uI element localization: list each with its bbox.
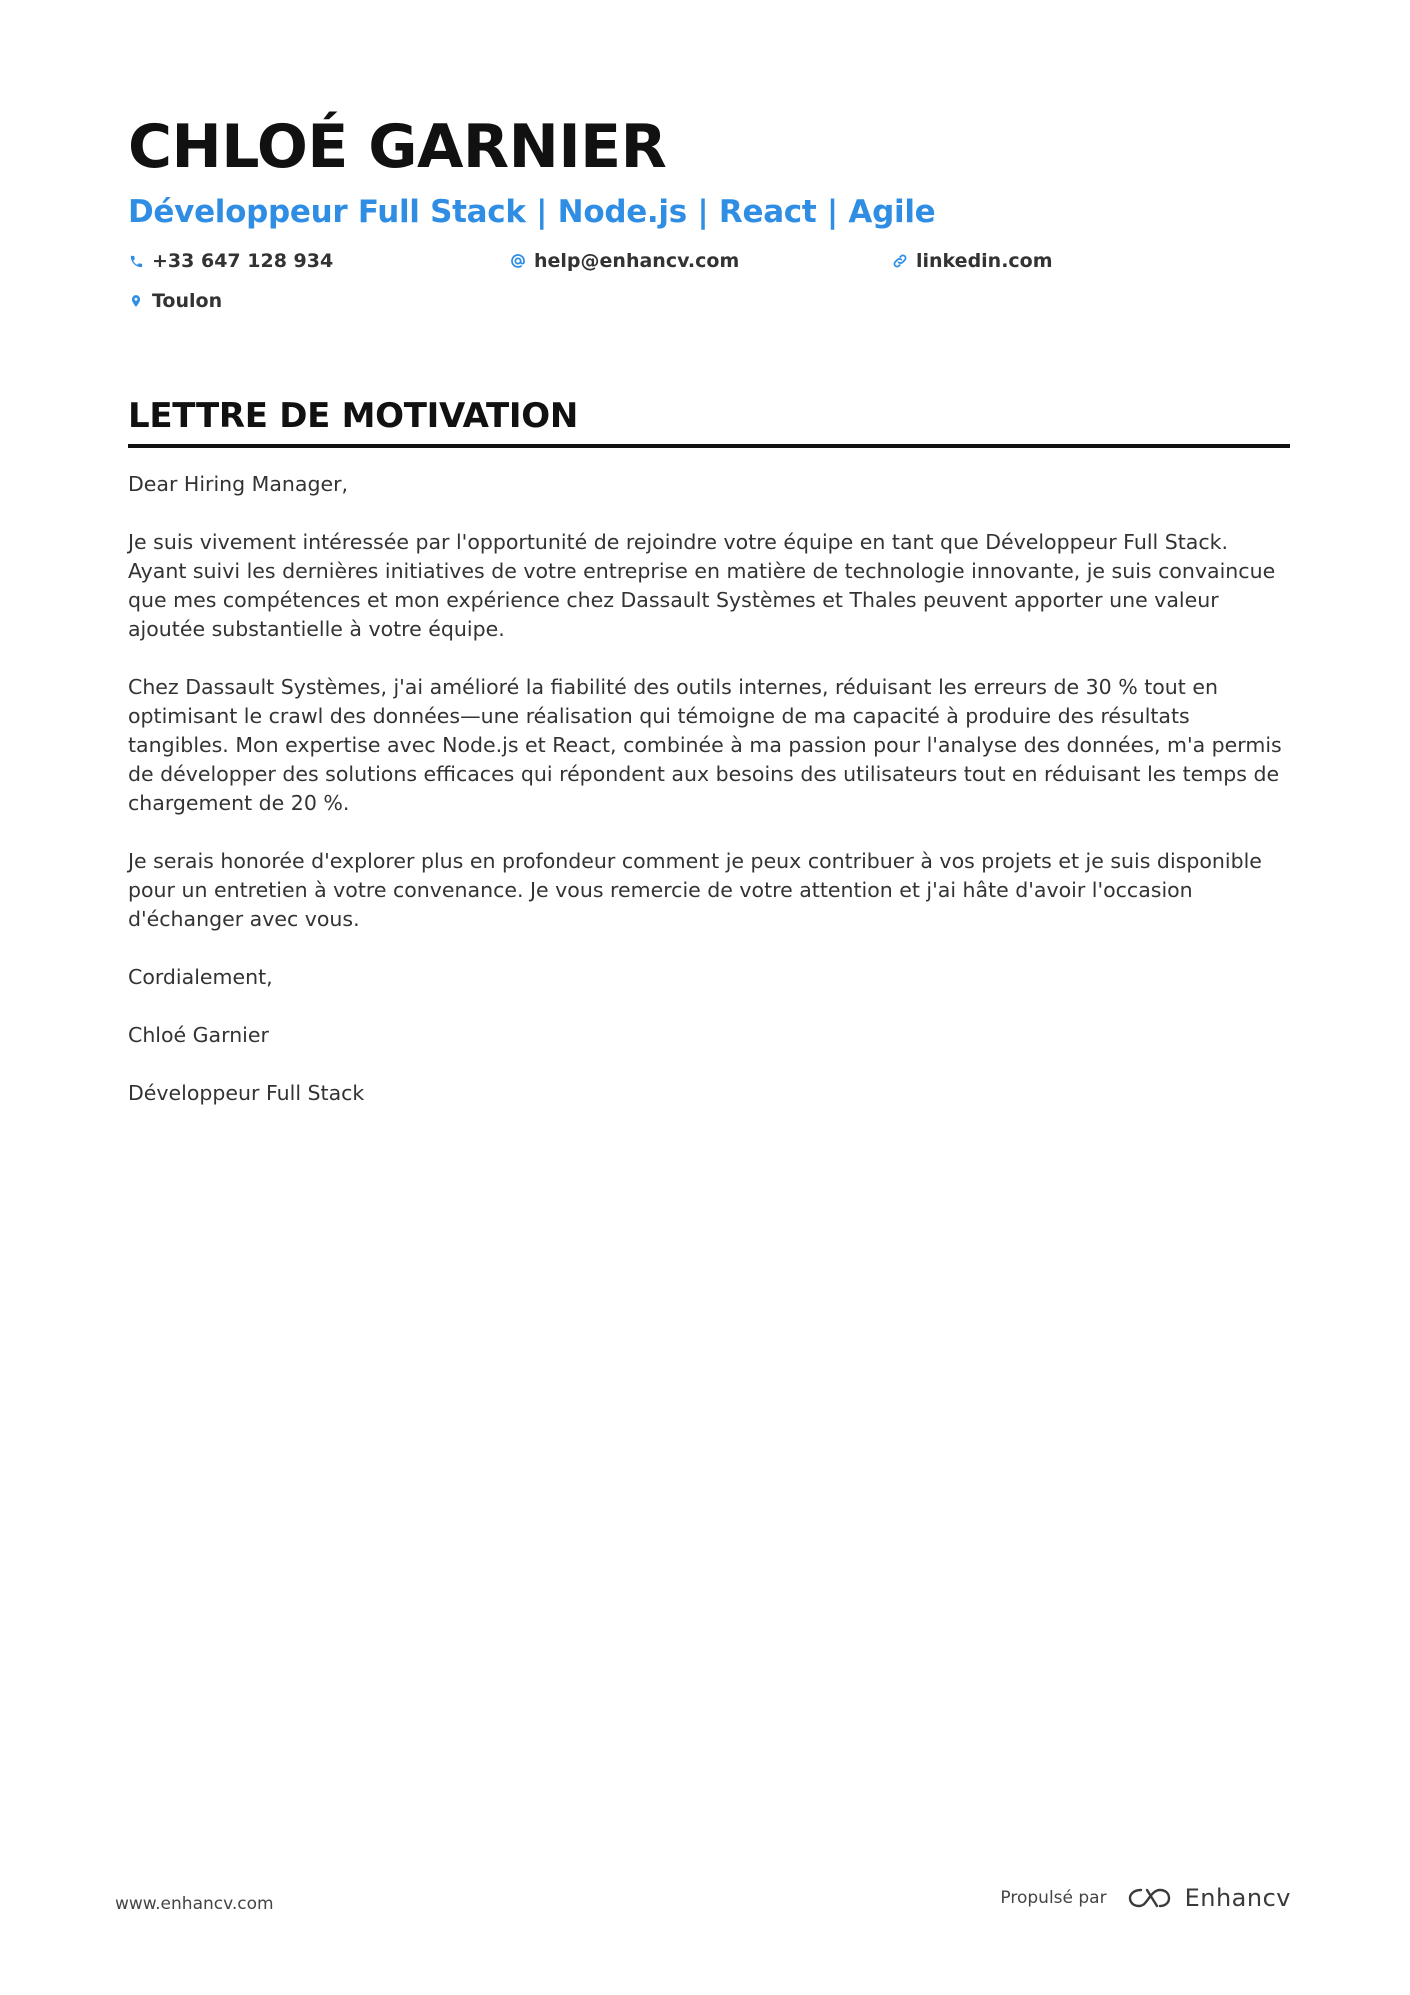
contact-location	[128, 286, 510, 316]
brand-name: Enhancv	[1184, 1884, 1291, 1912]
letter-body	[128, 470, 1290, 1108]
location-pin-icon	[128, 293, 144, 309]
letter-closing: Cordialement,	[128, 965, 273, 989]
contact-website	[892, 246, 1274, 276]
contact-list	[128, 246, 1288, 316]
contact-email	[510, 246, 892, 276]
cover-letter-section	[128, 394, 1290, 1137]
phone-icon	[128, 253, 144, 269]
link-icon	[892, 253, 908, 269]
resume-header	[128, 110, 1288, 316]
powered-by-label: Propulsé par	[1000, 1888, 1107, 1908]
letter-greeting: Dear Hiring Manager,	[128, 472, 349, 496]
contact-phone	[128, 246, 510, 276]
signature-title: Développeur Full Stack	[128, 1081, 365, 1105]
footer-website[interactable]: www.enhancv.com	[115, 1894, 274, 1914]
enhancv-logo[interactable]	[1127, 1884, 1291, 1912]
candidate-name: CHLOÉ GARNIER	[128, 112, 667, 182]
section-divider	[128, 444, 1290, 448]
candidate-headline: Développeur Full Stack | Node.js | React | Agile	[128, 194, 936, 230]
letter-paragraph: Chez Dassault Systèmes, j'ai amélioré la fiabilité des outils internes, réduisant les erreurs de 30 % tout en optimisant le crawl des données—une réalisation qui témoigne de ma capacité à produire des résultats tangibles. Mon expertise avec Node.js et React, combinée à ma passion pour l'analyse des données, m'a permis de développer des solutions efficaces qui répondent aux besoins des utilisateurs tout en réduisant les temps de chargement de 20 %.	[128, 675, 1282, 815]
phone-number[interactable]: +33 647 128 934	[152, 250, 334, 272]
website-link[interactable]: linkedin.com	[916, 250, 1053, 272]
signature-name: Chloé Garnier	[128, 1023, 269, 1047]
location-text: Toulon	[152, 290, 223, 312]
at-icon	[510, 253, 526, 269]
footer-branding	[1000, 1884, 1291, 1912]
email-address[interactable]: help@enhancv.com	[534, 250, 740, 272]
section-title: LETTRE DE MOTIVATION	[128, 396, 579, 436]
letter-paragraph: Je suis vivement intéressée par l'opportunité de rejoindre votre équipe en tant que Développeur Full Stack. Ayant suivi les dernières initiatives de votre entreprise en matière de technologie innovante, je suis convaincue que mes compétences et mon expérience chez Dassault Systèmes et Thales peuvent apporter une valeur ajoutée substantielle à votre équipe.	[128, 530, 1276, 641]
letter-paragraph: Je serais honorée d'explorer plus en profondeur comment je peux contribuer à vos projets et je suis disponible pour un entretien à votre convenance. Je vous remercie de votre attention et j'ai hâte d'avoir l'occasion d'échanger avec vous.	[128, 849, 1262, 931]
enhancv-logo-icon	[1127, 1885, 1173, 1911]
